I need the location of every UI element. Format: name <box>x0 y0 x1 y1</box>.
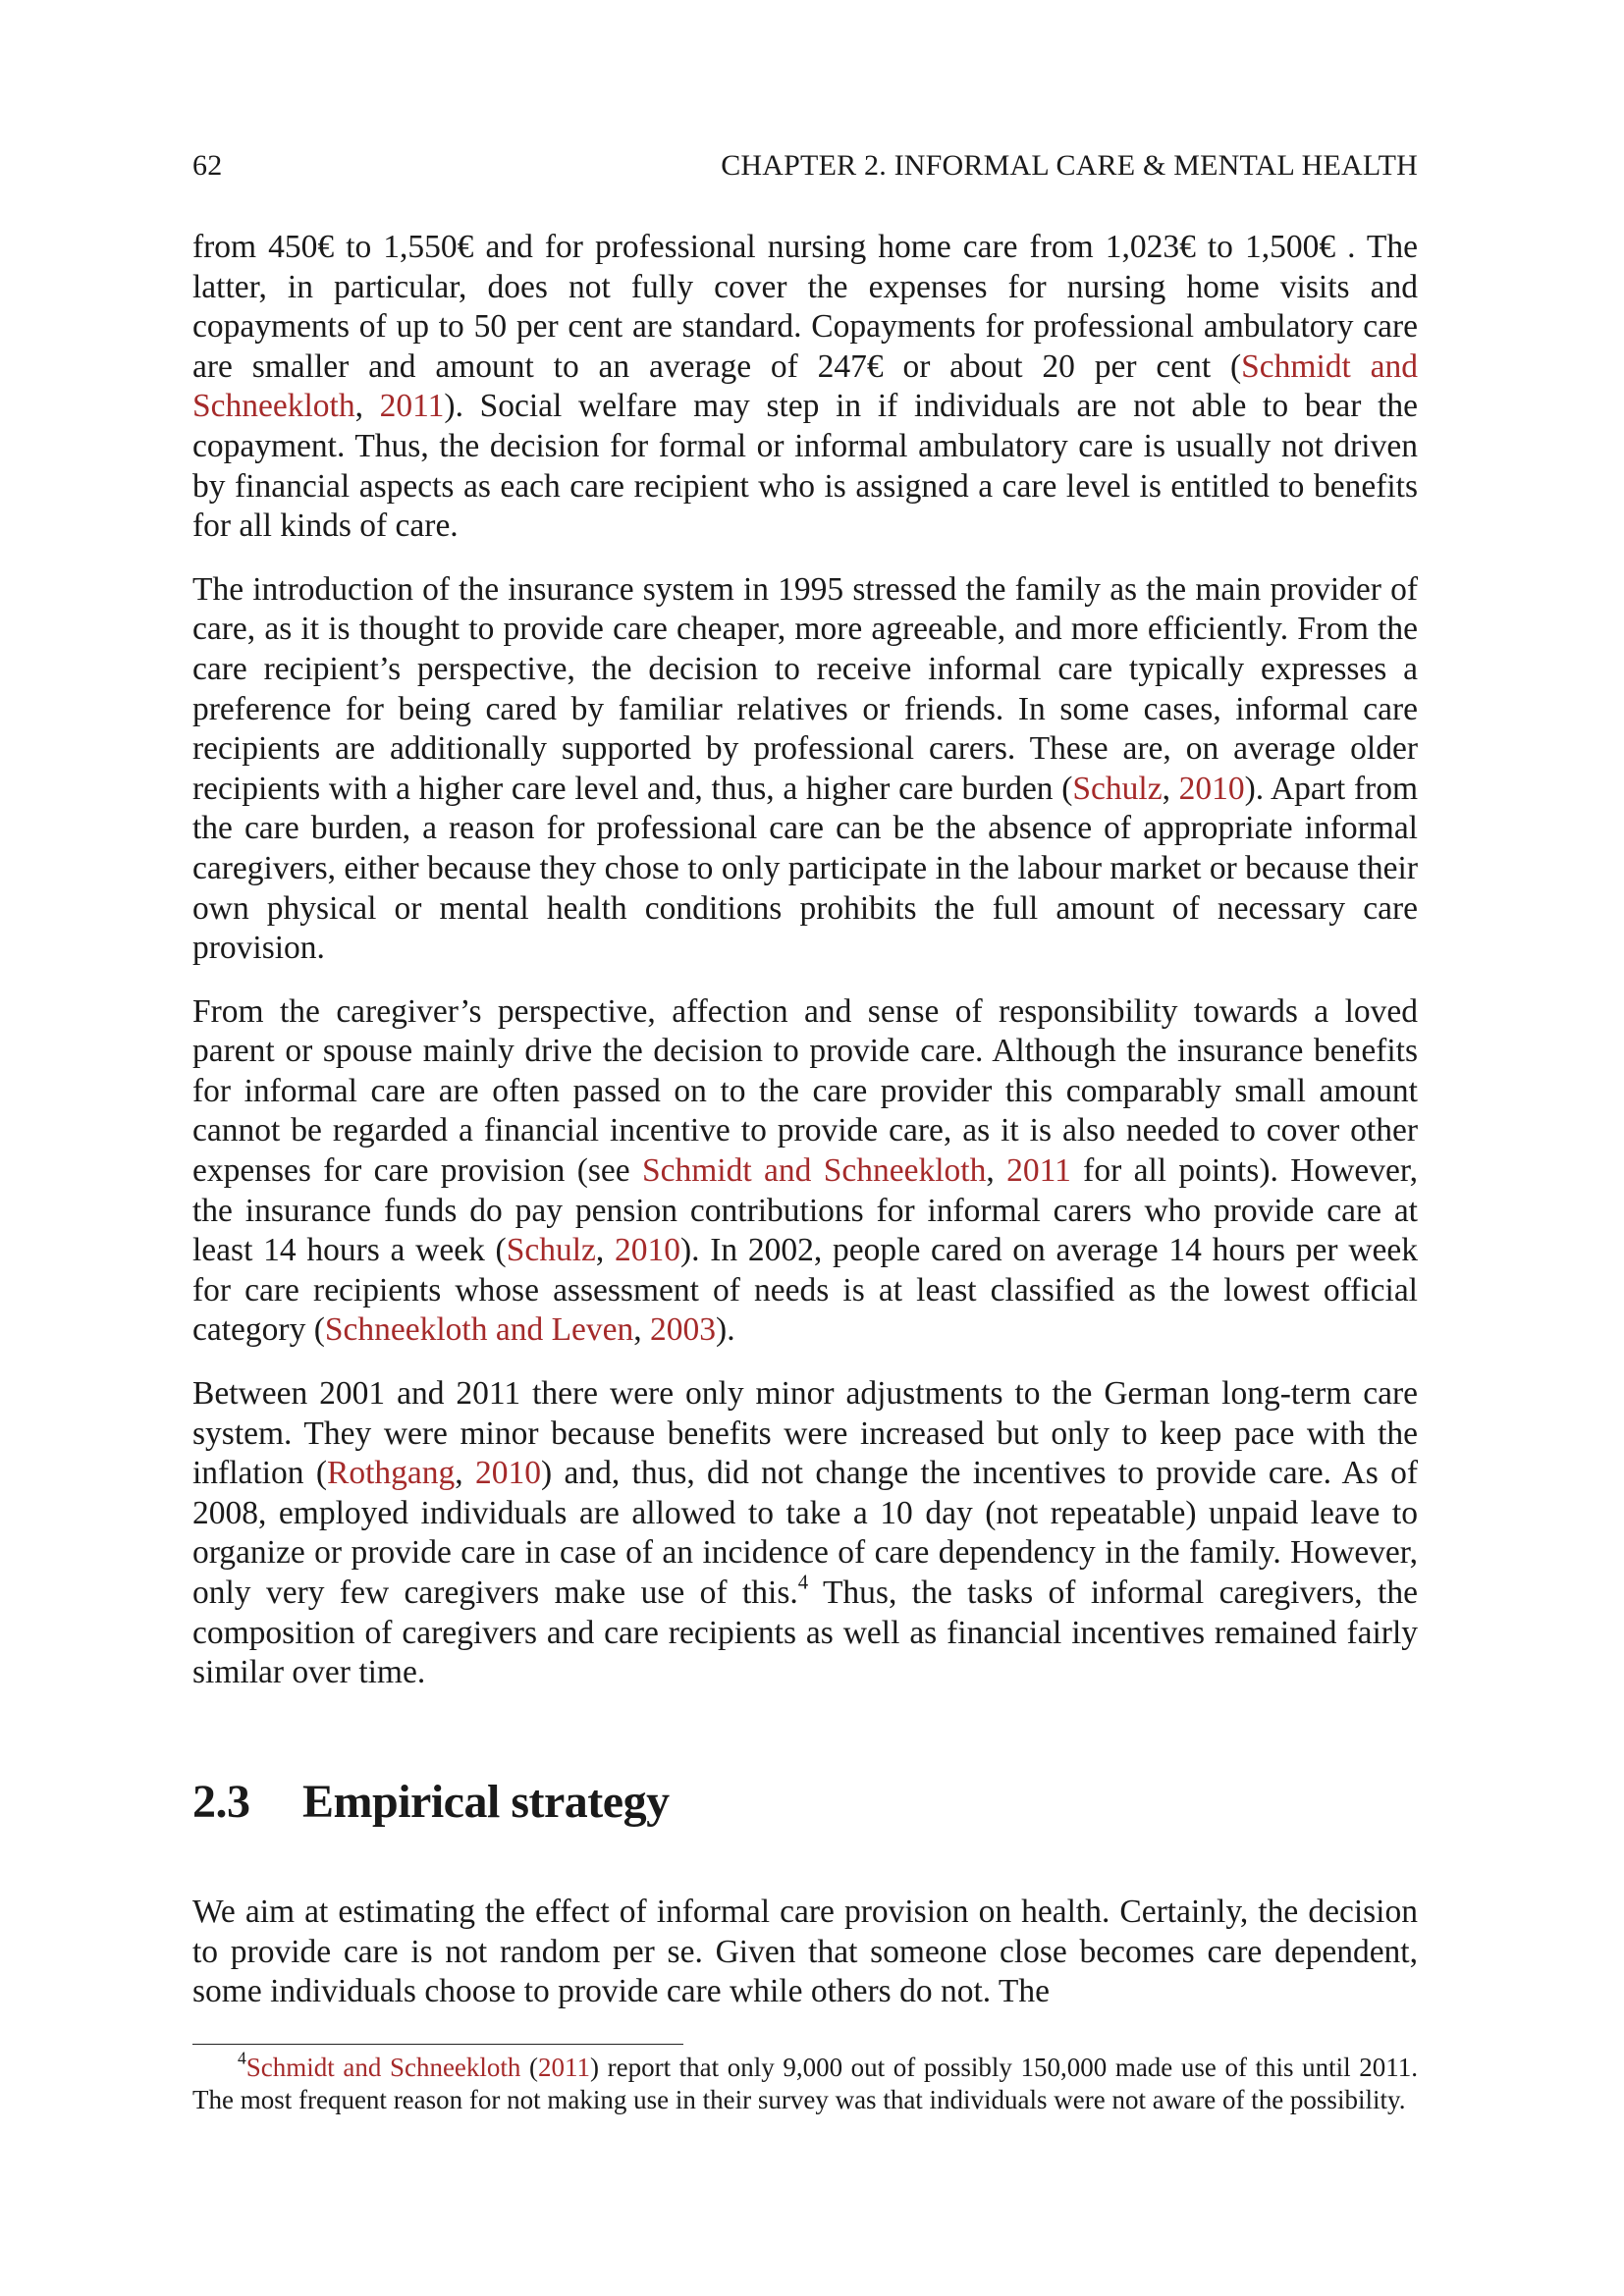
text-run: From the caregiver’s perspective, affection and sense of responsibility towards a loved parent or spouse mainly drive the decision to provide care. Although the insurance benefits for informal care are often passed on to the care provider this comparably small amount cannot be regarded a financial incentive to provide care, as it is also needed to cover other expenses for care provision (see <box>192 992 1418 1190</box>
citation-link[interactable]: 2010 <box>1178 770 1245 807</box>
text-run: for all points). However, the insurance funds do pay pension contributions for informal carers who provide care at least 14 hours a week ( <box>192 1152 1419 1269</box>
section-number: 2.3 <box>192 1776 250 1828</box>
section-title: Empirical strategy <box>302 1776 670 1828</box>
paragraph <box>192 1374 1418 1693</box>
text-run: , <box>354 388 380 425</box>
citation-link[interactable]: Schmidt and Schneekloth <box>192 347 1419 425</box>
citation-link[interactable]: Schmidt and Schneekloth <box>245 2053 521 2082</box>
text-run: The introduction of the insurance system in 1995 stressed the family as the main provider of care, as it is thought to provide care cheaper, more agreeable, and more efficiently. From the care recipient’s perspective, the decision to receive informal care typically expresses a preference for being cared by familiar relatives or friends. In some cases, informal care recipients are additionally supported by professional carers. These are, on average older recipients with a higher care level and, thus, a higher care burden ( <box>192 570 1418 807</box>
text-run: ) report that only 9,000 out of possibly 150,000 made use of this until 2011. The most frequent reason for not making use in their survey was that individuals were not aware of the possibility. <box>192 2053 1418 2114</box>
paragraph <box>192 570 1418 969</box>
citation-link[interactable]: 2011 <box>379 388 445 425</box>
citation-link[interactable]: Rothgang <box>326 1455 456 1492</box>
citation-link[interactable]: 2010 <box>615 1232 681 1269</box>
paragraph <box>192 992 1418 1351</box>
citation-link[interactable]: 2011 <box>538 2053 591 2082</box>
text-run: Between 2001 and 2011 there were only minor adjustments to the German long-term care system. They were minor because benefits were increased but only to keep pace with the inflation ( <box>192 1375 1418 1492</box>
paragraph <box>192 1893 1418 2012</box>
section-heading <box>192 1775 670 1829</box>
page-number: 62 <box>192 149 223 182</box>
text-run: ) and, thus, did not change the incentives to provide care. As of 2008, employed individuals are allowed to take a 10 day (not repeatable) unpaid leave to organize or provide care in case of an incidence of care dependency in the family. However, only very few caregivers make use of this. <box>192 1455 1418 1611</box>
paragraph <box>192 228 1418 547</box>
text-run: ). <box>716 1311 735 1349</box>
section-body-text <box>192 1893 1418 2036</box>
citation-link[interactable]: Schulz <box>506 1232 596 1269</box>
text-run: ). Apart from the care burden, a reason for professional care can be the absence of appropriate informal caregivers, either because they chose to only participate in the labour market or because their own physical or mental health conditions prohibits the full amount of necessary care provision. <box>192 770 1419 967</box>
text-run: We aim at estimating the effect of informal care provision on health. Certainly, the decision to provide care is not random per se. Given that someone close becomes care dependent, some individuals choose to provide care while others do not. The <box>192 1894 1418 2010</box>
citation-link[interactable]: 2010 <box>474 1455 541 1492</box>
citation-link[interactable]: 2011 <box>1006 1152 1071 1190</box>
chapter-title: CHAPTER 2. INFORMAL CARE & MENTAL HEALTH <box>721 149 1418 182</box>
footnote-marker[interactable]: 4 <box>797 1571 809 1594</box>
citation-link[interactable]: Schulz <box>1072 770 1163 807</box>
text-run: ). In 2002, people cared on average 14 hours per week for care recipients whose assessment of needs is at least classified as the lowest official category ( <box>192 1232 1418 1349</box>
footnote-4 <box>192 2048 1418 2116</box>
footnote-marker[interactable]: 4 <box>238 2048 246 2068</box>
text-run: , <box>1162 770 1179 807</box>
text-run: , <box>455 1455 475 1492</box>
citation-link[interactable]: Schneekloth and Leven <box>324 1311 634 1349</box>
text-run: , <box>986 1152 1007 1190</box>
text-run: Thus, the tasks of informal caregivers, the composition of caregivers and care recipients as well as financial incentives remained fairly similar over time. <box>192 1575 1418 1691</box>
text-run: ( <box>520 2053 539 2082</box>
running-header <box>192 149 1418 183</box>
text-run: from 450€ to 1,550€ and for professional nursing home care from 1,023€ to 1,500€ . The latter, in particular, does not fully cover the expenses for nursing home visits and copayments of up to 50 per cent are standard. Copayments for professional ambulatory care are smaller and amount to an average of 247€ or about 20 per cent ( <box>192 229 1418 385</box>
citation-link[interactable]: Schmidt and Schneekloth <box>641 1152 987 1190</box>
text-run: ). Social welfare may step in if individuals are not able to bear the copayment. Thus, the decision for formal or informal ambulatory care is usually not driven by financial aspects as each care recipient who is assigned a care level is entitled to benefits for all kinds of care. <box>192 388 1418 545</box>
text-run: , <box>595 1232 616 1269</box>
text-run: , <box>633 1311 651 1349</box>
footnote-divider <box>192 2044 683 2045</box>
citation-link[interactable]: 2003 <box>650 1311 717 1349</box>
body-text <box>192 228 1418 1717</box>
